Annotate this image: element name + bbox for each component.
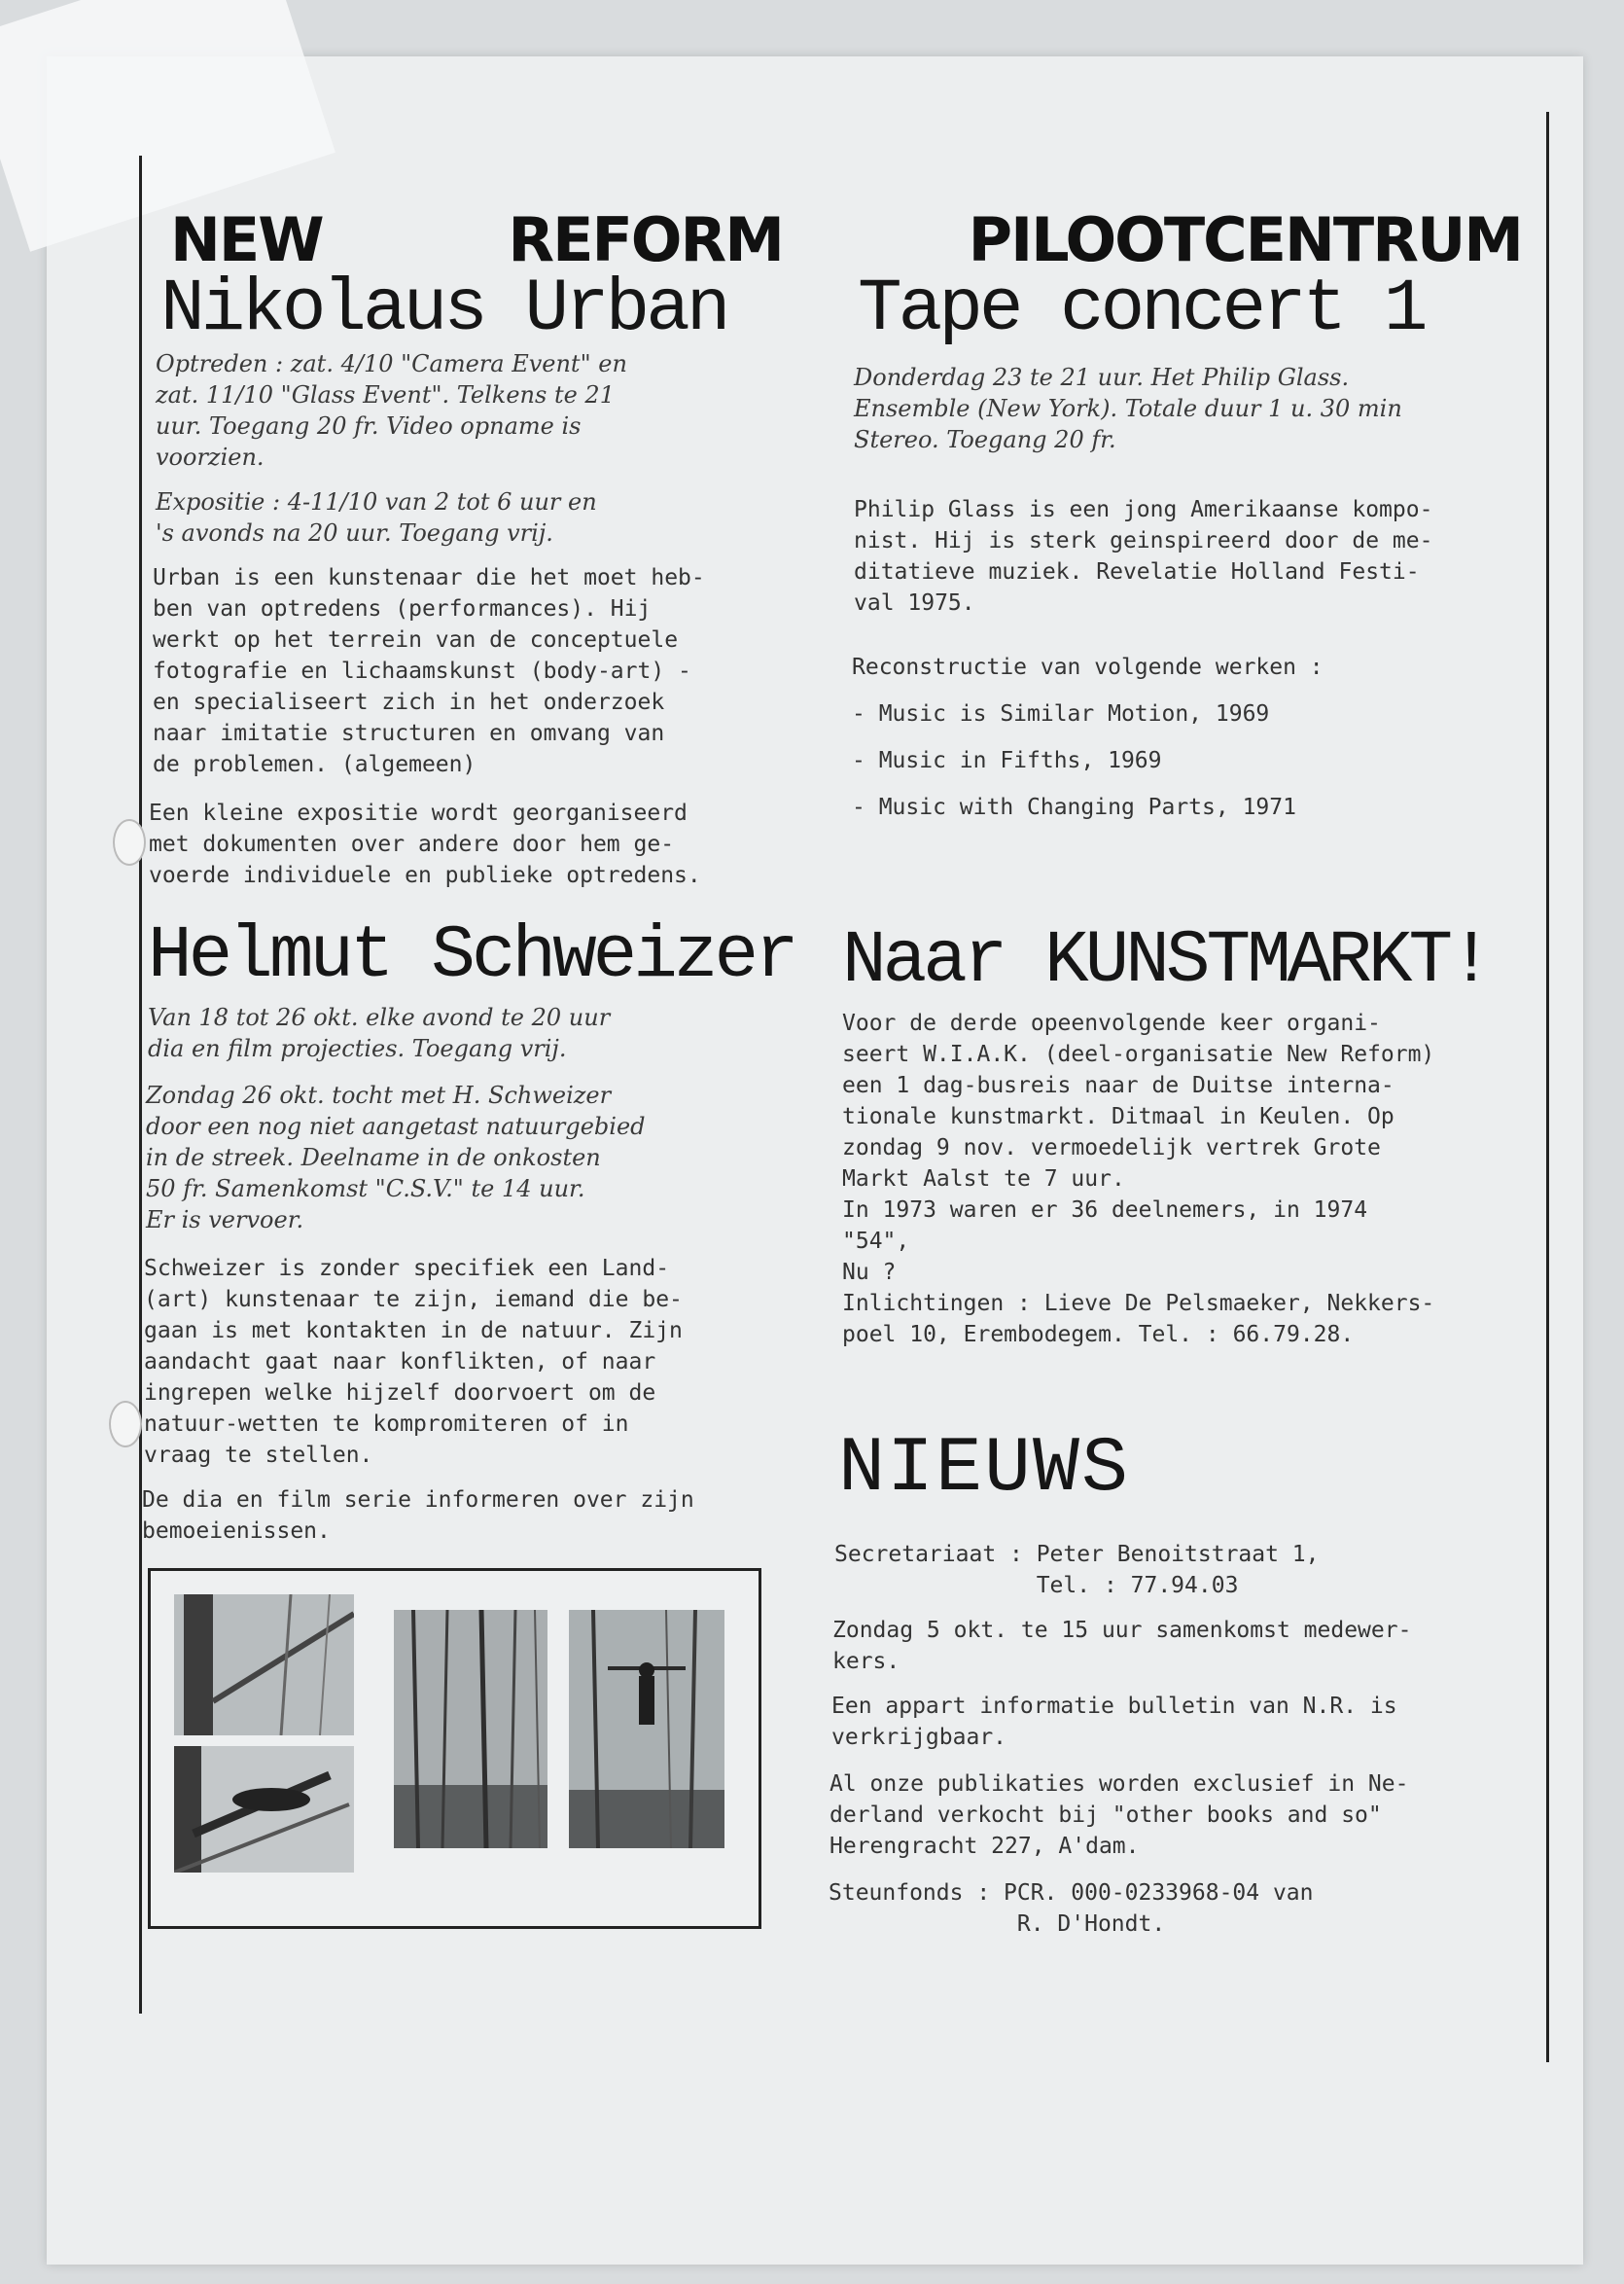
tape-body: Philip Glass is een jong Amerikaanse kompo- nist. Hij is sterk geinspireerd door de me- ditatieve muziek. Revelatie Holland Festi- val 1975. [854,497,1433,616]
tape-intro: Donderdag 23 te 21 uur. Het Philip Glass. Ensemble (New York). Totale duur 1 u. 30 min Stereo. Toegang 20 fr. [854,364,1402,453]
forest-graphic [394,1610,547,1848]
tape-work-item: - Music in Fifths, 1969 [852,748,1162,773]
nieuws-publikaties: Al onze publikaties worden exclusief in Ne- derland verkocht bij "other books and so" Herengracht 227, A'dam. [830,1771,1409,1859]
photo-tree-branch [174,1594,354,1735]
schweizer-title: Helmut Schweizer [148,914,795,998]
tape-work-item: - Music with Changing Parts, 1971 [852,795,1296,820]
photo-frame [148,1568,761,1929]
urban-title: Nikolaus Urban [160,268,727,351]
masthead-new: NEW [170,204,323,275]
tape-works-intro: Reconstructie van volgende werken : [852,655,1324,680]
figure-lying-graphic [174,1746,354,1873]
figure-in-trees-graphic [569,1610,724,1848]
left-rule [139,156,142,2014]
kunstmarkt-title: Naar KUNSTMARKT! [842,919,1490,1003]
nieuws-secretariaat: Secretariaat : Peter Benoitstraat 1, Tel. : 77.94.03 [834,1542,1320,1598]
photo-figure-lying [174,1746,354,1873]
tree-branch-graphic [174,1594,354,1735]
punch-hole [109,1401,142,1447]
punch-hole [113,819,146,866]
urban-body: Urban is een kunstenaar die het moet heb- ben van optredens (performances). Hij werkt op het terrein van de conceptuele fotografie en lichaamskunst (body-art) - en specialiseert zich in het onderzoek naar imitatie structuren en omvang van de problemen. (algemeen) [153,565,705,777]
kunstmarkt-body: Voor de derde opeenvolgende keer organi- seert W.I.A.K. (deel-organisatie New Reform) een 1 dag-busreis naar de Duitse interna- tionale kunstmarkt. Ditmaal in Keulen. Op zondag 9 nov. vermoedelijk vertrek Grote Markt Aalst te 7 uur. In 1973 waren er 36 deelnemers, in 1974 "54", Nu ? Inlichtingen : Lieve De Pelsmaeker, Nekkers- poel 10, Erembodegem. Tel. : 66.79.28. [842,1011,1435,1347]
urban-intro: Optreden : zat. 4/10 "Camera Event" en zat. 11/10 "Glass Event". Telkens te 21 uur. Toegang 20 fr. Video opname is voorzien. [156,350,627,471]
nieuws-bulletin: Een appart informatie bulletin van N.R. is verkrijgbaar. [831,1694,1397,1750]
nieuws-title: NIEUWS [838,1425,1131,1514]
masthead-pilootcentrum: PILOOTCENTRUM [968,204,1522,275]
schweizer-body2: De dia en film serie informeren over zijn bemoeienissen. [142,1487,694,1544]
nieuws-zondag: Zondag 5 okt. te 15 uur samenkomst medewer- kers. [832,1618,1412,1674]
nieuws-steunfonds: Steunfonds : PCR. 000-0233968-04 van R. D'Hondt. [829,1880,1314,1937]
schweizer-intro: Van 18 tot 26 okt. elke avond te 20 uur dia en film projecties. Toegang vrij. [148,1004,611,1062]
photo-figure-in-trees [569,1610,724,1848]
masthead [170,204,1522,275]
right-rule [1546,112,1549,2062]
tape-title: Tape concert 1 [858,268,1425,351]
urban-body2: Een kleine expositie wordt georganiseerd met dokumenten over andere door hem ge- voerde individuele en publieke optredens. [149,801,701,888]
tape-work-item: - Music is Similar Motion, 1969 [852,701,1270,727]
photo-forest [394,1610,547,1848]
schweizer-body: Schweizer is zonder specifiek een Land- (art) kunstenaar te zijn, iemand die be- gaan is met kontakten in de natuur. Zijn aandacht gaat naar konflikten, of naar ingrepen welke hijzelf doorvoert om de natuur-wetten te kompromiteren of in vraag te stellen. [144,1256,683,1468]
schweizer-tocht: Zondag 26 okt. tocht met H. Schweizer door een nog niet aangetast natuurgebied in de streek. Deelname in de onkosten 50 fr. Samenkomst "C.S.V." te 14 uur. Er is vervoer. [146,1082,646,1233]
masthead-reform: REFORM [508,204,783,275]
urban-expo: Expositie : 4-11/10 van 2 tot 6 uur en 's avonds na 20 uur. Toegang vrij. [156,488,597,547]
